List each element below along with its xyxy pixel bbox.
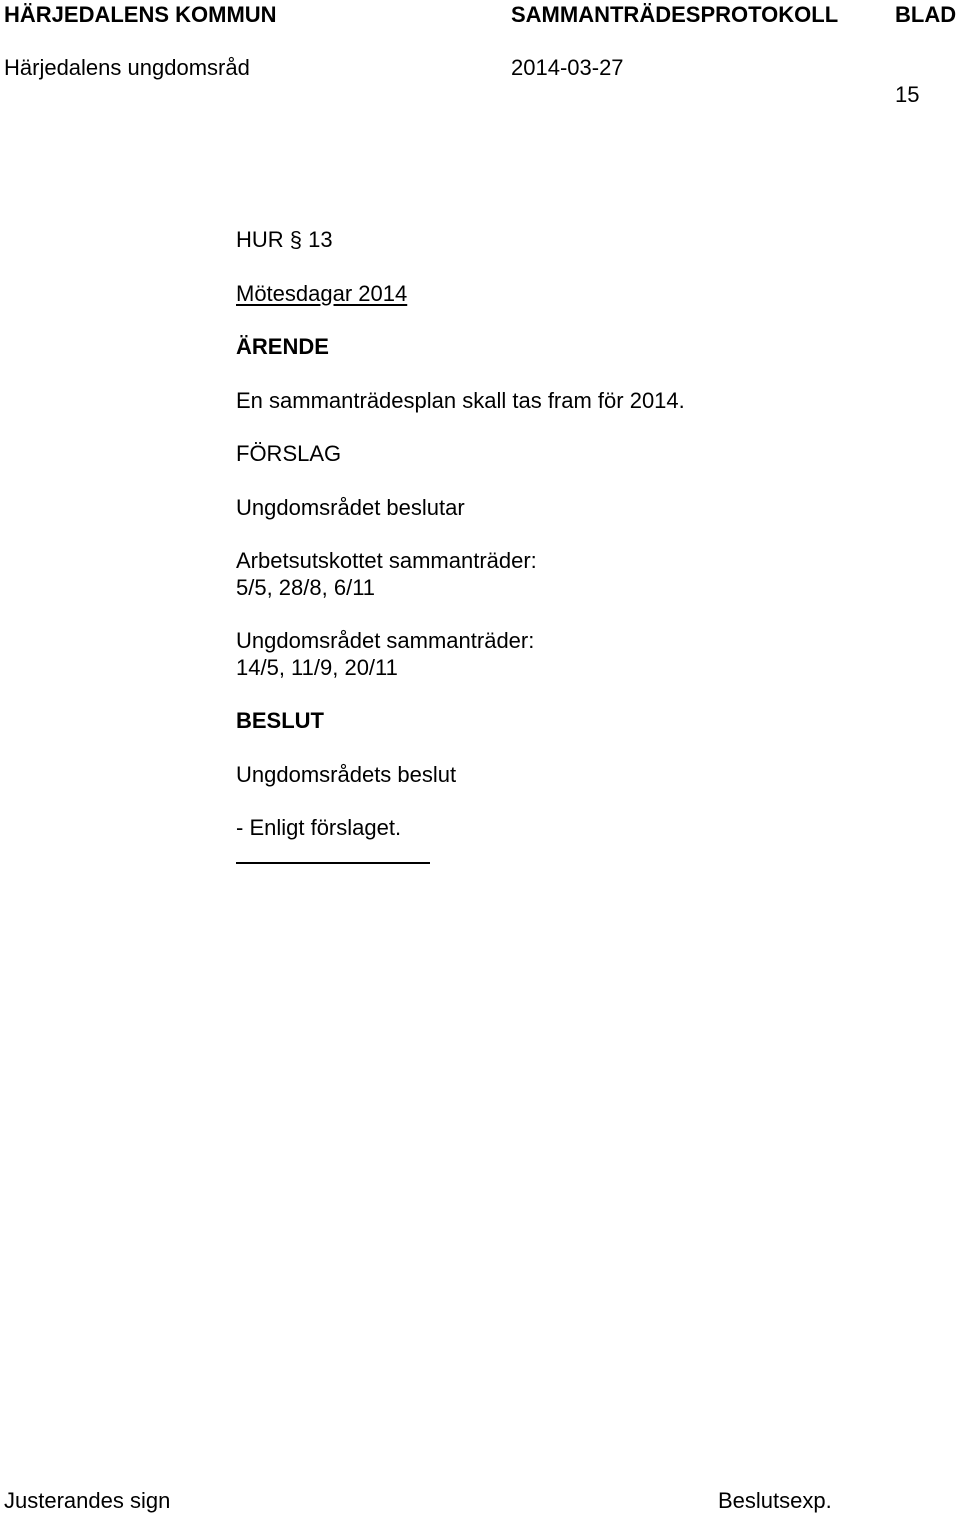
signature-label: Justerandes sign	[4, 1488, 171, 1513]
sheet-label: BLAD	[895, 2, 957, 27]
decision-heading: BESLUT	[236, 708, 324, 733]
body-name: Härjedalens ungdomsråd	[4, 55, 250, 80]
section-end-rule	[236, 862, 430, 864]
organization-name: HÄRJEDALENS KOMMUN	[4, 2, 277, 27]
decision-intro: Ungdomsrådets beslut	[236, 762, 457, 787]
council-dates: 14/5, 11/9, 20/11	[236, 655, 398, 680]
item-title: Mötesdagar 2014	[236, 281, 408, 306]
matter-text: En sammanträdesplan skall tas fram för 2014.	[236, 388, 685, 413]
proposal-heading: FÖRSLAG	[236, 441, 342, 466]
page-number: 15	[895, 82, 920, 107]
decision-text: - Enligt förslaget.	[236, 815, 402, 840]
meeting-date: 2014-03-27	[511, 55, 624, 80]
document-type: SAMMANTRÄDESPROTOKOLL	[511, 2, 839, 27]
committee-dates: 5/5, 28/8, 6/11	[236, 575, 376, 600]
committee-line: Arbetsutskottet sammanträder:	[236, 548, 537, 573]
council-line: Ungdomsrådet sammanträder:	[236, 628, 535, 653]
dispatch-label: Beslutsexp.	[718, 1488, 832, 1513]
proposal-intro: Ungdomsrådet beslutar	[236, 495, 465, 520]
item-reference: HUR § 13	[236, 227, 333, 252]
matter-heading: ÄRENDE	[236, 334, 329, 359]
